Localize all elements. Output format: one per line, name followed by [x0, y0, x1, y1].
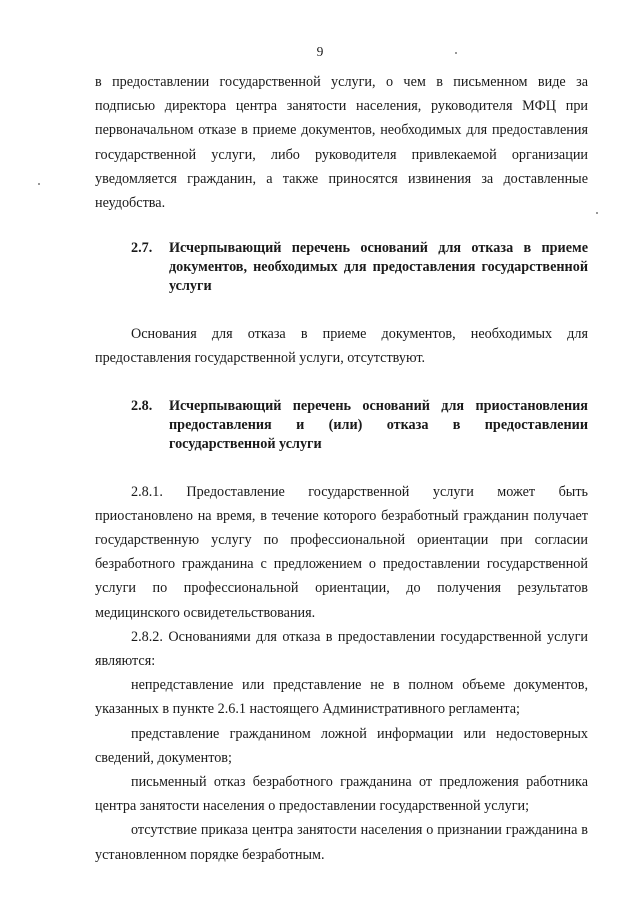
scan-speck: [596, 212, 598, 214]
list-item: письменный отказ безработного гражданина от предложения работника центра занятости населения о предоставлении государственной услуги;: [95, 774, 588, 815]
list-item: представление гражданином ложной информации или недостоверных сведений, документов;: [95, 725, 588, 766]
section-heading-2-7: [95, 239, 588, 296]
scan-speck: [455, 52, 457, 54]
page-number: 9: [316, 44, 324, 59]
section-title: Исчерпывающий перечень оснований для приостановления предоставления и (или) отказа в предоставлении государственной услуги: [169, 397, 588, 452]
section-number: 2.7.: [131, 240, 153, 257]
page-content: [95, 70, 588, 867]
list-item: непредставление или представление не в полном объеме документов, указанных в пункте 2.6.1 настоящего Административного регламента;: [95, 677, 588, 718]
section-title: Исчерпывающий перечень оснований для отказа в приеме документов, необходимых для предоставления государственной услуги: [169, 240, 588, 295]
section-heading-2-8: [95, 397, 588, 454]
paragraph-continuation: в предоставлении государственной услуги, о чем в письменном виде за подписью директора центра занятости населения, руководителя МФЦ при первоначальном отказе в приеме документов, необходимых для предоставления государственной услуги, либо руководителя привлекаемой организации уведомляется гражданин, а также приносятся извинения за доставленные неудобства.: [95, 74, 588, 212]
paragraph-2-8-1: 2.8.1. Предоставление государственной услуги может быть приостановлено на время, в течение которого безработный гражданин получает государственную услугу по профессиональной ориентации при согласии безработного гражданина с предложением о предоставлении государственной услуги по профессиональной ориентации, до получения результатов медицинского освидетельствования.: [95, 483, 588, 621]
paragraph-2-8-2: 2.8.2. Основаниями для отказа в предоставлении государственной услуги являются:: [95, 628, 588, 670]
section-number: 2.8.: [131, 397, 153, 414]
scan-speck: [38, 183, 40, 185]
list-item: отсутствие приказа центра занятости населения о признании гражданина в установленном порядке безработным.: [95, 822, 588, 863]
paragraph-2-7-text: Основания для отказа в приеме документов, необходимых для предоставления государственной услуги, отсутствуют.: [95, 326, 588, 367]
